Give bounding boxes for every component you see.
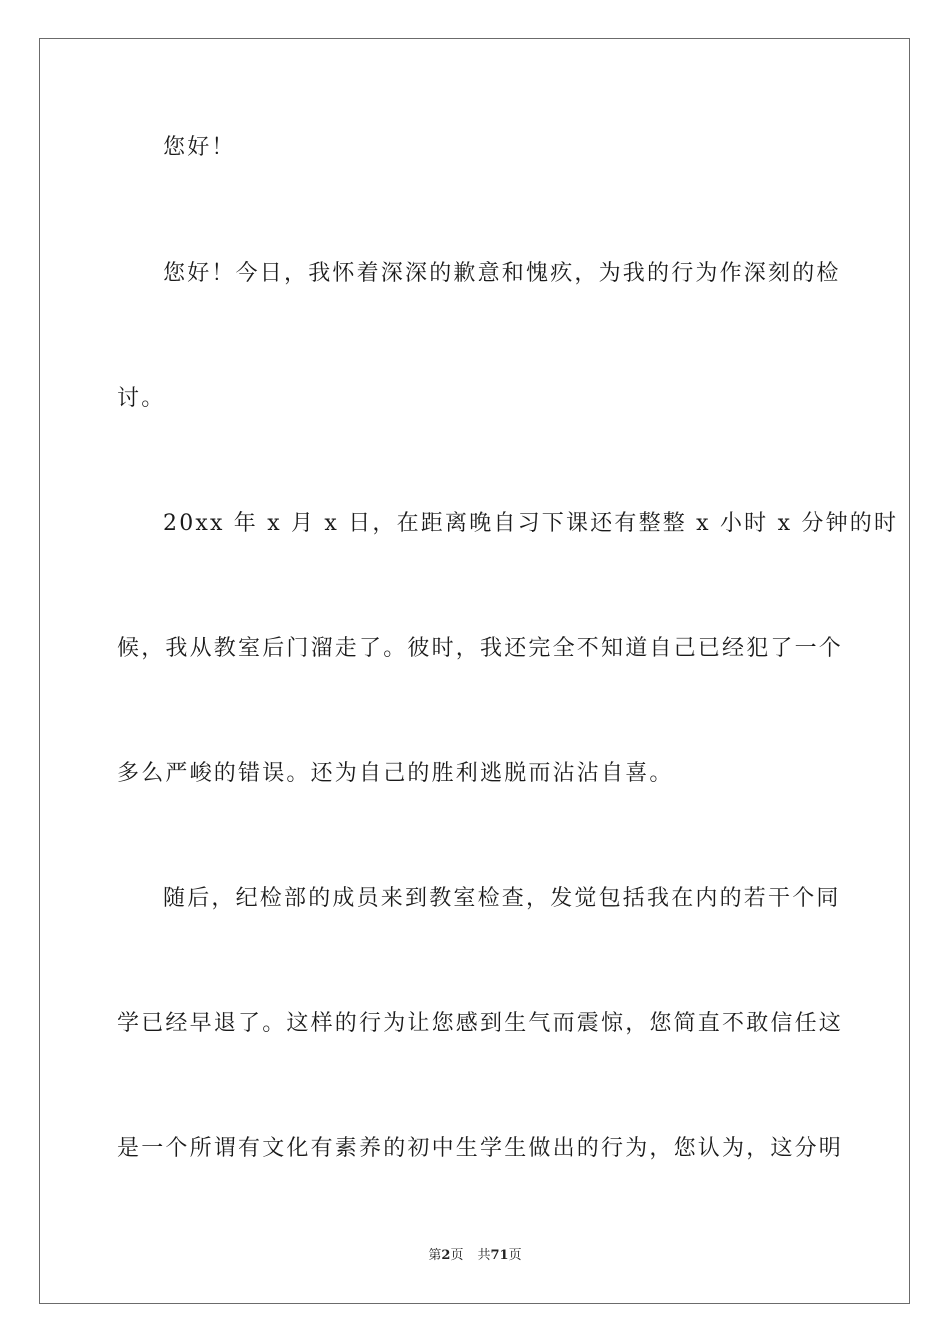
total-prefix: 共	[477, 1248, 491, 1263]
page-prefix: 第	[428, 1248, 442, 1263]
page-suffix: 页	[450, 1248, 464, 1263]
page-border	[39, 38, 910, 1304]
total-pages: 71	[490, 1248, 509, 1263]
body-line: 是一个所谓有文化有素养的初中生学生做出的行为，您认为，这分明	[117, 1136, 844, 1161]
total-suffix: 页	[508, 1248, 522, 1263]
body-line: 候，我从教室后门溜走了。彼时，我还完全不知道自己已经犯了一个	[117, 636, 844, 661]
page-number: 2	[441, 1248, 451, 1263]
body-line: 多么严峻的错误。还为自己的胜利逃脱而沾沾自喜。	[117, 761, 674, 786]
greeting-line: 您好！	[163, 135, 236, 160]
body-line: 20xx 年 x 月 x 日，在距离晚自习下课还有整整 x 小时 x 分钟的时	[163, 511, 899, 536]
body-line: 随后，纪检部的成员来到教室检查，发觉包括我在内的若干个同	[163, 886, 841, 911]
body-line: 学已经早退了。这样的行为让您感到生气而震惊，您简直不敢信任这	[117, 1011, 844, 1036]
body-line: 您好！今日，我怀着深深的歉意和愧疚，为我的行为作深刻的检	[163, 261, 841, 286]
body-line: 讨。	[117, 386, 166, 411]
page-footer	[0, 1247, 950, 1265]
